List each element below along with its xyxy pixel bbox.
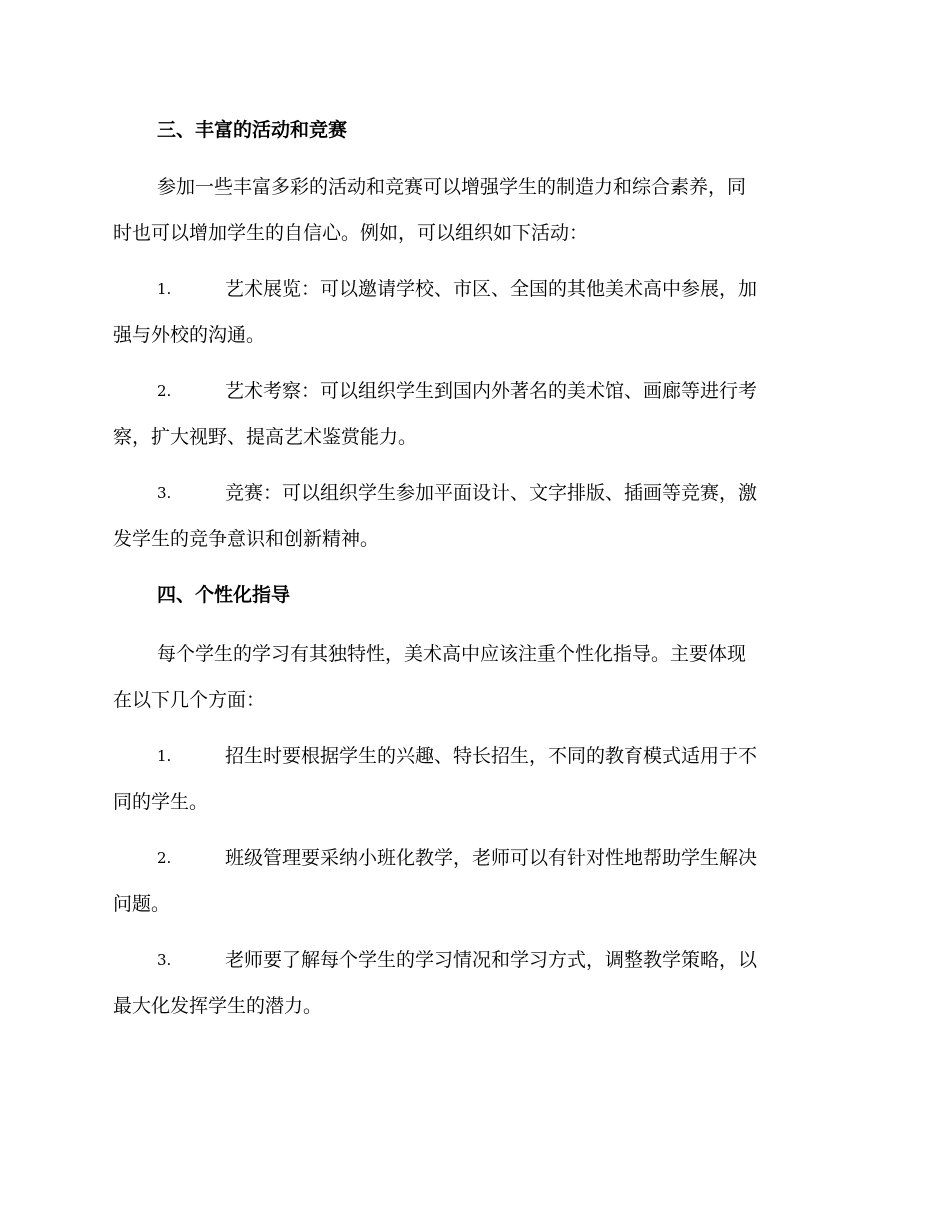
list-item-art-exhibition: [113, 266, 835, 358]
section-heading-personalized-guidance: 四、个性化指导: [157, 584, 291, 606]
list-item-text: 最大化发挥学生的潜力。: [113, 995, 323, 1017]
paragraph-line: 每个学生的学习有其独特性，美术高中应该注重个性化指导。主要体现: [157, 643, 747, 665]
list-item-text: 竞赛：可以组织学生参加平面设计、文字排版、插画等竞赛，激: [225, 482, 758, 504]
list-number: 3.: [157, 484, 172, 502]
list-number: 1.: [157, 280, 172, 298]
paragraph-guidance-intro: [113, 631, 835, 723]
list-number: 1.: [157, 747, 172, 765]
list-item-text: 问题。: [113, 893, 171, 915]
list-item-text: 强与外校的沟通。: [113, 324, 266, 346]
list-number: 3.: [157, 951, 172, 969]
list-item-text: 老师要了解每个学生的学习情况和学习方式，调整教学策略，以: [225, 949, 758, 971]
list-item-text: 察，扩大视野、提高艺术鉴赏能力。: [113, 426, 418, 448]
section-heading-activities: 三、丰富的活动和竞赛: [157, 119, 348, 141]
list-item-competition: [113, 470, 835, 562]
list-item-text: 艺术展览：可以邀请学校、市区、全国的其他美术高中参展，加: [225, 278, 758, 300]
paragraph-line: 参加一些丰富多彩的活动和竞赛可以增强学生的制造力和综合素养，同: [157, 176, 747, 198]
list-item-art-study-tour: [113, 368, 835, 460]
list-item-class-management: [113, 835, 835, 927]
paragraph-activities-intro: [113, 164, 835, 256]
list-item-admissions: [113, 733, 835, 825]
list-number: 2.: [157, 382, 172, 400]
list-item-text: 发学生的竞争意识和创新精神。: [113, 528, 380, 550]
list-number: 2.: [157, 849, 172, 867]
paragraph-line: 在以下几个方面：: [113, 689, 266, 711]
list-item-text: 艺术考察：可以组织学生到国内外著名的美术馆、画廊等进行考: [225, 380, 758, 402]
paragraph-line: 时也可以增加学生的自信心。例如，可以组织如下活动：: [113, 222, 589, 244]
list-item-text: 同的学生。: [113, 791, 209, 813]
list-item-teaching-strategy: [113, 937, 835, 1029]
list-item-text: 招生时要根据学生的兴趣、特长招生，不同的教育模式适用于不: [225, 745, 758, 767]
list-item-text: 班级管理要采纳小班化教学，老师可以有针对性地帮助学生解决: [225, 847, 758, 869]
